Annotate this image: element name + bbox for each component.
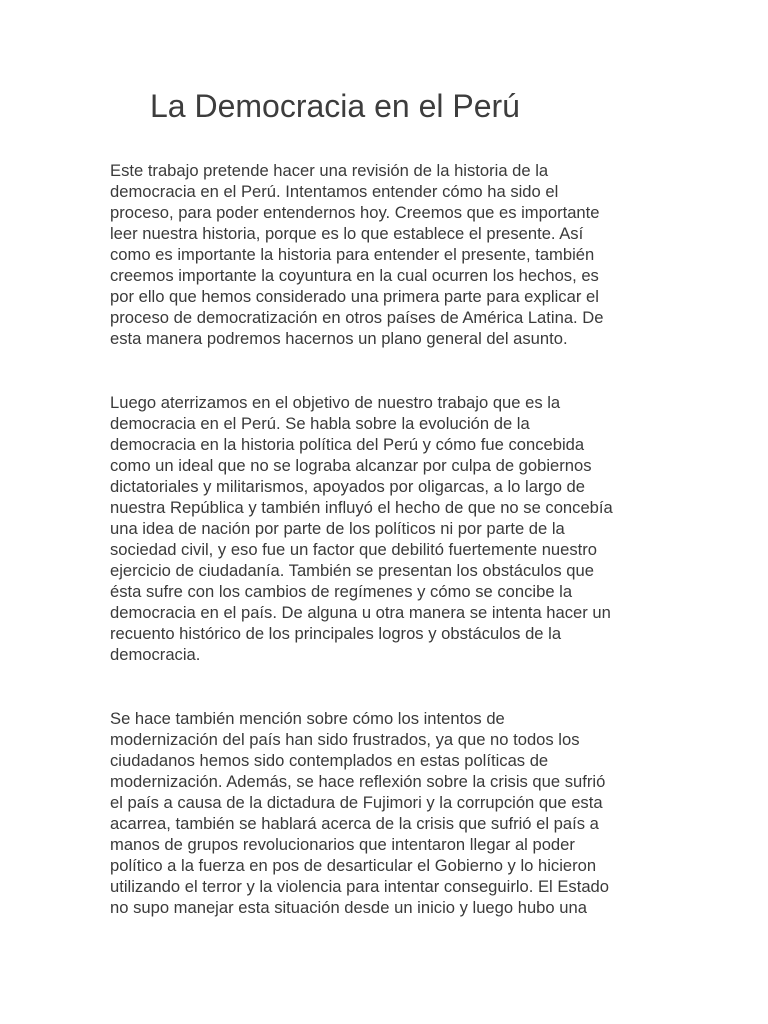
text-line: democracia en el Perú. Se habla sobre la evolución de la xyxy=(110,414,530,433)
text-line: como un ideal que no se lograba alcanzar por culpa de gobiernos xyxy=(110,456,592,475)
text-line: Este trabajo pretende hacer una revisión de la historia de la xyxy=(110,161,549,180)
text-line: ejercicio de ciudadanía. También se presentan los obstáculos que xyxy=(110,561,594,580)
text-line: democracia en la historia política del Perú y cómo fue concebida xyxy=(110,435,585,454)
text-line: democracia en el país. De alguna u otra manera se intenta hacer un xyxy=(110,603,611,622)
text-line: por ello que hemos considerado una primera parte para explicar el xyxy=(110,287,599,306)
paragraph-introduction xyxy=(110,160,670,349)
text-line: manos de grupos revolucionarios que intentaron llegar al poder xyxy=(110,835,575,854)
text-line: recuento histórico de los principales logros y obstáculos de la xyxy=(110,624,562,643)
text-line: el país a causa de la dictadura de Fujimori y la corrupción que esta xyxy=(110,793,603,812)
text-line: democracia. xyxy=(110,645,201,664)
paragraph-modernization xyxy=(110,708,670,918)
text-line: como es importante la historia para entender el presente, también xyxy=(110,245,595,264)
text-line: dictatoriales y militarismos, apoyados por oligarcas, a lo largo de xyxy=(110,477,585,496)
text-line: sociedad civil, y eso fue un factor que debilitó fuertemente nuestro xyxy=(110,540,598,559)
text-line: proceso, para poder entendernos hoy. Creemos que es importante xyxy=(110,203,600,222)
text-line: Luego aterrizamos en el objetivo de nuestro trabajo que es la xyxy=(110,393,561,412)
text-line: político a la fuerza en pos de desarticular el Gobierno y lo hicieron xyxy=(110,856,597,875)
text-line: una idea de nación por parte de los políticos ni por parte de la xyxy=(110,519,565,538)
text-line: acarrea, también se hablará acerca de la crisis que sufrió el país a xyxy=(110,814,599,833)
text-line: proceso de democratización en otros países de América Latina. De xyxy=(110,308,604,327)
text-line: esta manera podremos hacernos un plano general del asunto. xyxy=(110,329,568,348)
text-line: nuestra República y también influyó el hecho de que no se concebía xyxy=(110,498,613,517)
paragraph-democracy-in-peru xyxy=(110,392,670,665)
document-title: La Democracia en el Perú xyxy=(150,88,520,124)
text-line: creemos importante la coyuntura en la cual ocurren los hechos, es xyxy=(110,266,599,285)
text-line: utilizando el terror y la violencia para intentar conseguirlo. El Estado xyxy=(110,877,610,896)
text-line: ésta sufre con los cambios de regímenes y cómo se concibe la xyxy=(110,582,573,601)
text-line: Se hace también mención sobre cómo los intentos de xyxy=(110,709,505,728)
text-line: no supo manejar esta situación desde un inicio y luego hubo una xyxy=(110,898,587,917)
text-line: leer nuestra historia, porque es lo que establece el presente. Así xyxy=(110,224,584,243)
text-line: modernización del país han sido frustrados, ya que no todos los xyxy=(110,730,580,749)
text-line: democracia en el Perú. Intentamos entender cómo ha sido el xyxy=(110,182,559,201)
text-line: ciudadanos hemos sido contemplados en estas políticas de xyxy=(110,751,549,770)
text-line: modernización. Además, se hace reflexión sobre la crisis que sufrió xyxy=(110,772,606,791)
